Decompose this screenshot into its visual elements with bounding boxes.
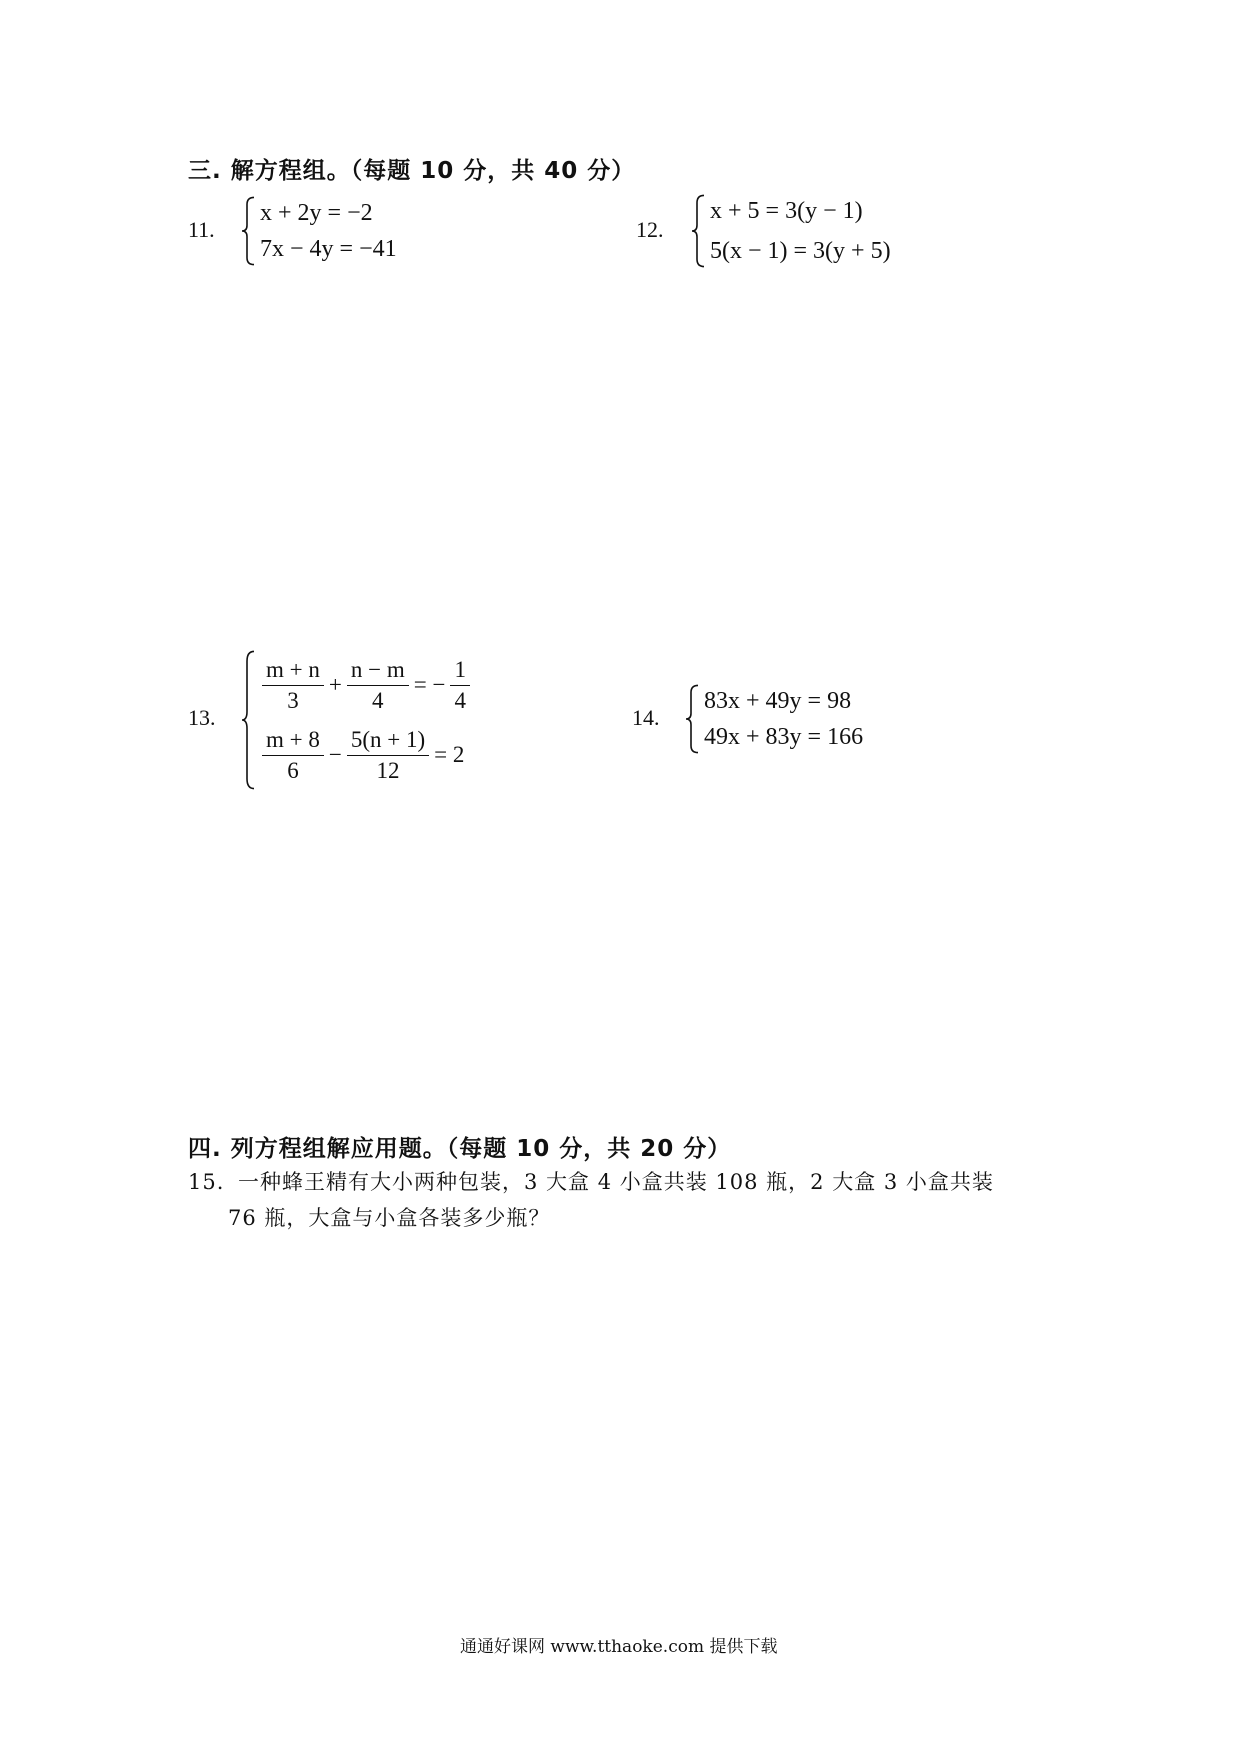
question-11-equation-1: x + 2y = −2 — [260, 200, 373, 226]
fraction-numerator: 1 — [450, 655, 470, 686]
question-14-system — [684, 684, 863, 754]
question-12-system — [690, 194, 891, 268]
fraction — [450, 655, 470, 716]
relation: = − — [413, 672, 446, 697]
question-11-equation-2: 7x − 4y = −41 — [260, 236, 397, 262]
fraction — [262, 655, 324, 716]
fraction-denominator: 4 — [372, 687, 384, 713]
question-13-number: 13. — [188, 705, 216, 730]
question-14-equation-2: 49x + 83y = 166 — [704, 724, 864, 750]
fraction — [347, 725, 429, 786]
left-brace-icon — [684, 684, 700, 754]
question-15-line-2: 76 瓶，大盒与小盒各装多少瓶？ — [228, 1206, 551, 1230]
fraction — [262, 725, 324, 786]
fraction-denominator: 6 — [287, 757, 299, 783]
operator: + — [328, 672, 342, 697]
fraction-numerator: m + n — [262, 655, 324, 686]
question-15-number: 15. — [188, 1170, 225, 1194]
question-14-equation-1: 83x + 49y = 98 — [704, 688, 852, 714]
question-11-system — [240, 196, 397, 266]
question-15-line-1: 一种蜂王精有大小两种包装，3 大盒 4 小盒共装 108 瓶，2 大盒 3 小盒共装 — [238, 1170, 994, 1194]
left-brace-icon — [240, 196, 256, 266]
left-brace-icon — [690, 194, 706, 268]
fraction-numerator: m + 8 — [262, 725, 324, 756]
question-13-equation-2 — [260, 720, 472, 790]
question-11-number: 11. — [188, 217, 215, 242]
fraction-numerator: 5(n + 1) — [347, 725, 429, 756]
fraction-denominator: 3 — [287, 687, 299, 713]
fraction-denominator: 4 — [454, 687, 466, 713]
question-13-equation-1 — [260, 650, 472, 720]
section-3-heading: 三. 解方程组。（每题 10 分，共 40 分） — [188, 158, 636, 184]
operator: − — [328, 742, 342, 767]
left-brace-icon — [240, 650, 256, 790]
relation: = 2 — [434, 742, 465, 767]
fraction-denominator: 12 — [376, 757, 400, 783]
footer-credit: 通通好课网 www.tthaoke.com 提供下载 — [460, 1637, 778, 1657]
section-4-heading: 四. 列方程组解应用题。（每题 10 分，共 20 分） — [188, 1136, 732, 1162]
fraction — [347, 655, 409, 716]
question-12-equation-1: x + 5 = 3(y − 1) — [710, 198, 863, 224]
question-13-system — [240, 650, 472, 790]
question-14-number: 14. — [632, 705, 660, 730]
question-12-equation-2: 5(x − 1) = 3(y + 5) — [710, 238, 891, 264]
question-12-number: 12. — [636, 217, 664, 242]
fraction-numerator: n − m — [347, 655, 409, 686]
